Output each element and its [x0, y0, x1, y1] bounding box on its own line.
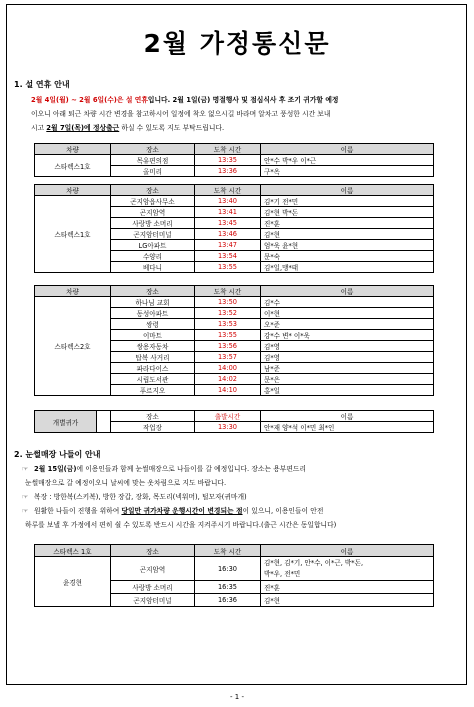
schedule-note: 이오니 아래 퇴근 차량 시간 변경을 참고하시어 일정에 착오 없으시길 바라며 알차고 풍성한 시간 보내: [31, 110, 331, 118]
table-cell-time: 13:35: [195, 155, 261, 166]
pointing-hand-icon: ☞: [22, 507, 29, 515]
table-cell-names: 안*수 박*우 이*근: [261, 155, 434, 166]
table-cell-place: 올미리: [111, 166, 195, 177]
individual-return-label: 개별귀가: [35, 411, 97, 433]
vehicle-label: 스타렉스1호: [35, 155, 111, 177]
van1-table-a: 차량 장소 도착 시간 이름 스타렉스1호 목유편의점 13:35 안*수 박*우 이*근 올미리 13:36 구*옥: [34, 143, 434, 177]
page-number: - 1 -: [230, 693, 244, 701]
vehicle-label: 스타렉스1호: [35, 196, 111, 273]
section2-heading: 2. 눈썰매장 나들이 안내: [14, 450, 101, 459]
sled-trip-van-table: 스타렉스 1호 장소 도착 시간 이름 윤경현 곤지암역 16:30 김*현, 김*기, 안*수, 이*근, 박*돈, 박*우, 전*민 사랑방 소머리 16:35 진*훈 곤지암터미널 16:36 김*현: [34, 544, 434, 607]
section1-heading: 1. 설 연휴 안내: [14, 80, 70, 89]
pointing-hand-icon: ☞: [22, 493, 29, 501]
table-cell-names: 구*옥: [261, 166, 434, 177]
table-cell-place: 목유편의점: [111, 155, 195, 166]
page-title: 2월 가정통신문: [143, 29, 331, 58]
pointing-hand-icon: ☞: [22, 465, 29, 473]
vehicle-label: 스타렉스2호: [35, 297, 111, 396]
individual-return-table: 개별귀가 장소 출발시간 이름 작업장 13:30 안*재 양*석 이*민 최*인: [34, 410, 434, 433]
driver-name: 윤경현: [35, 557, 111, 607]
return-date: 2월 7일(목)에 정상출근: [46, 124, 120, 132]
holiday-period: 2월 4일(월) ~ 2월 6일(수)은 설 연휴: [31, 96, 148, 104]
section1-paragraph: 2월 4일(월) ~ 2월 6일(수)은 설 연휴입니다. 2월 1일(금) 명절행사 및 점심식사 후 조기 귀가할 예정 이오니 아래 퇴근 차량 시간 변경을 참고하시어 일정에 착오 없으시길 바라며 알차고 풍성한 시간 보내 시고 2월 7일(목)에 정상출근 하실 수 있도록 지도 부탁드립니다.: [31, 93, 461, 135]
section2-paragraph: ☞ 2월 15일(금)에 이용인들과 함께 눈썰매장으로 나들이를 갈 예정입니다. 장소는 용부편드리 눈썰매장으로 갈 예정이오니 날씨에 맞는 옷차림으로 지도 바랍니다. ☞ 복장 : 방한복(스키복), 방한 장갑, 장화, 목도리(넥워머), 털모자(귀마개) ☞ 원활한 나들이 진행을 위하여 당일만 귀가차량 운행시간이 변경되는 점이 있으니, 이용인들이 안전 하루를 보낼 후 가정에서 편히 쉴 수 있도록 반드시 시간을 지켜주시기 바랍니다.(출근 시간은 동일합니다): [22, 462, 462, 532]
table-cell-time: 13:36: [195, 166, 261, 177]
holiday-note: 입니다. 2월 1일(금) 명절행사 및 점심식사 후 조기 귀가할 예정: [147, 96, 339, 104]
van2-table: 차량 장소 도착 시간 이름 스타렉스2호 하나님 교회 13:50 김*수 동성아파트 13:52 이*현 쌍령 13:53 오*준 이마트 13:55 강*수 변* 이*욱 쌍용자동차 13:56 김*영 탑복 사거리 13:57 김*영 파라다이스 14:00 남*준 시립도서관 14:02 문*은 푸르지오 14:10 홍*일: [34, 285, 434, 396]
van1-table-b: 차량 장소 도착 시간 이름 스타렉스1호 곤지암읍사무소 13:40 김*기 전*민 곤지암역 13:41 김*현 박*돈 사랑방 소머리 13:45 진*훈 곤지암터미널 13:46 김*현 LG아파트 13:47 엄*욱 윤*현 수양리 13:54 문*숙 베다니 13:55 김*일,맹*태: [34, 184, 434, 273]
